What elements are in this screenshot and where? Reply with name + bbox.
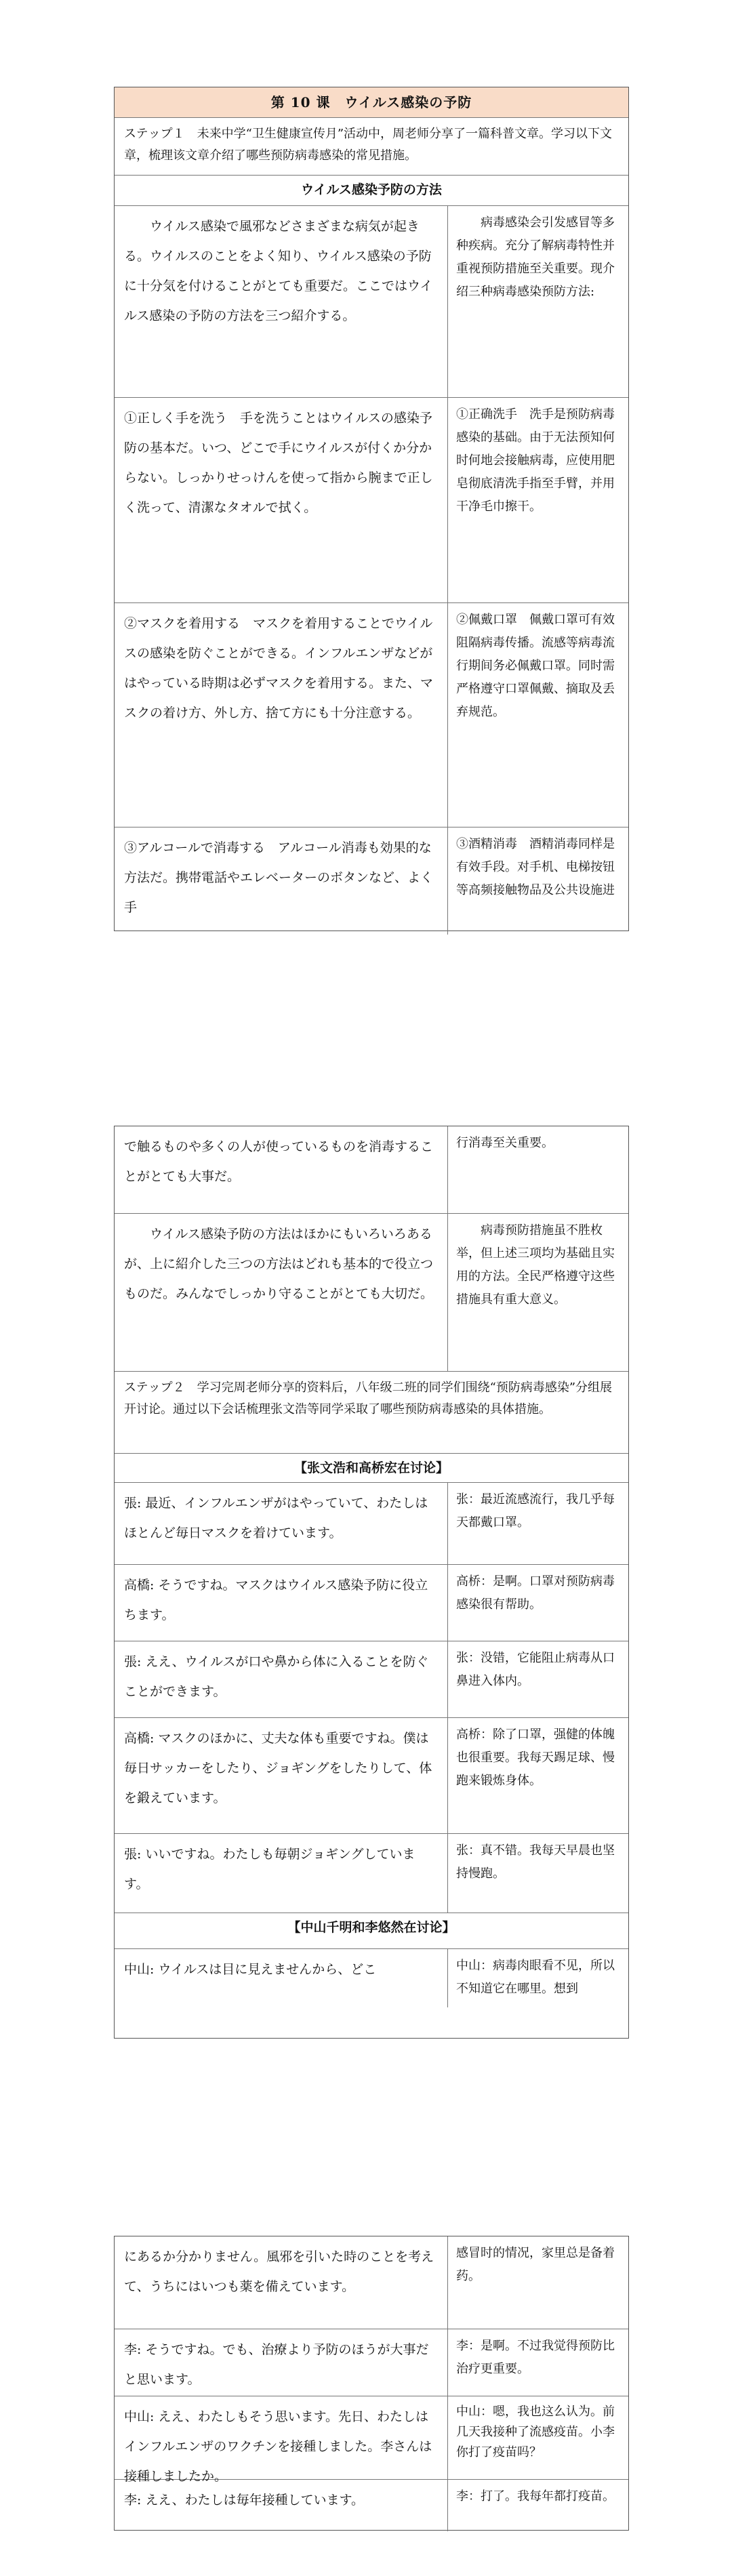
dialog-row bbox=[115, 2329, 628, 2396]
step2-row bbox=[115, 1371, 628, 1453]
dialog-cn: 高桥：是啊。口罩对预防病毒感染很有帮助。 bbox=[456, 1574, 615, 1612]
dialog-jp: 中山: ウイルスは目に見えませんから、どこ bbox=[115, 1949, 448, 2007]
dialog-jp: 李: そうですね。でも、治療より予防のほうが大事だと思います。 bbox=[115, 2329, 448, 2396]
dialog-row bbox=[115, 1564, 628, 1641]
step1-row bbox=[115, 117, 628, 175]
article-row-handwash bbox=[115, 397, 628, 602]
lesson-title: 第 10 课 ウイルス感染の予防 bbox=[115, 87, 628, 117]
dialog-cn: 张：最近流感流行，我几乎每天都戴口罩。 bbox=[456, 1492, 615, 1530]
dialog-jp: 高橋: そうですね。マスクはウイルス感染予防に役立ちます。 bbox=[115, 1565, 448, 1641]
step1-instruction: ステップ１ 未来中学“卫生健康宣传月”活动中，周老师分享了一篇科普文章。学习以下文章，梳理该文章介绍了哪些预防病毒感染的常见措施。 bbox=[124, 127, 613, 163]
article-cn-intro: 病毒感染会引发感冒等多种疾病。充分了解病毒特性并重视预防措施至关重要。现介绍三种病毒感染预防方法: bbox=[456, 216, 615, 299]
article-cn-summary: 病毒预防措施虽不胜枚举，但上述三项均为基础且实用的方法。全民严格遵守这些措施具有重大意义。 bbox=[456, 1223, 615, 1307]
dialog-row bbox=[115, 2396, 628, 2484]
dialog-jp: 中山: ええ、わたしもそう思います。先日、わたしはインフルエンザのワクチンを接種しました。李さんは接種しましたか。 bbox=[115, 2396, 448, 2479]
dialog-row bbox=[115, 2479, 628, 2531]
dialog-cn: 张：真不错。我每天早晨也坚持慢跑。 bbox=[456, 1843, 615, 1881]
page-1 bbox=[114, 87, 629, 931]
dialog-jp: 張: 最近、インフルエンザがはやっていて、わたしはほとんど毎日マスクを着けています。 bbox=[115, 1483, 448, 1564]
article-row-alcohol-cont bbox=[115, 1126, 628, 1213]
dialog-cn: 张：没错，它能阻止病毒从口鼻进入体内。 bbox=[456, 1651, 615, 1688]
step2-instruction: ステップ２ 学习完周老师分享的资料后，八年级二班的同学们围绕“预防病毒感染”分组展开讨论。通过以下会话梳理张文浩等同学采取了哪些预防病毒感染的具体措施。 bbox=[124, 1381, 613, 1416]
dialog-row bbox=[115, 1833, 628, 1913]
article-row-mask bbox=[115, 602, 628, 827]
article-jp-intro: ウイルス感染で風邪などさまざまな病気が起きる。ウイルスのことをよく知り、ウイルス感染の予防に十分気を付けることがとても重要だ。ここではウイルス感染の予防の方法を三つ紹介する。 bbox=[115, 206, 448, 397]
article-title-row bbox=[115, 175, 628, 205]
dialog-row bbox=[115, 1482, 628, 1564]
dialog-cn: 中山：病毒肉眼看不见，所以不知道它在哪里。想到 bbox=[456, 1959, 615, 1996]
page-3 bbox=[114, 2236, 629, 2531]
article-cn-handwash: ①正确洗手 洗手是预防病毒感染的基础。由于无法预知何时何地会接触病毒，应使用肥皂彻底清洗手指至手臂，并用干净毛巾擦干。 bbox=[456, 407, 615, 514]
group1-title-row bbox=[115, 1453, 628, 1482]
page-2 bbox=[114, 1126, 629, 2039]
dialog-cn: 李：打了。我每年都打疫苗。 bbox=[456, 2489, 615, 2503]
group2-title: 【中山千明和李悠然在讨论】 bbox=[287, 1920, 455, 1935]
article-row-intro bbox=[115, 205, 628, 397]
article-row-alcohol bbox=[115, 827, 628, 935]
dialog-jp: 張: いいですね。わたしも毎朝ジョギングしています。 bbox=[115, 1834, 448, 1913]
article-cn-alcohol: ③酒精消毒 酒精消毒同样是有效手段。对手机、电梯按钮等高频接触物品及公共设施进 bbox=[456, 837, 615, 897]
dialog-row bbox=[115, 1641, 628, 1717]
article-jp-handwash: ①正しく手を洗う 手を洗うことはウイルスの感染予防の基本だ。いつ、どこで手にウイルスが付くか分からない。しっかりせっけんを使って指から腕まで正しく洗って、清潔なタオルで拭く。 bbox=[115, 398, 448, 602]
lesson-header-row bbox=[115, 87, 628, 117]
dialog-cn: 感冒时的情况，家里总是备着药。 bbox=[456, 2246, 615, 2283]
article-title: ウイルス感染予防の方法 bbox=[301, 182, 442, 197]
article-jp-summary: ウイルス感染予防の方法はほかにもいろいろあるが、上に紹介した三つの方法はどれも基本的で役立つものだ。みんなでしっかり守ることがとても大切だ。 bbox=[115, 1214, 448, 1371]
article-row-summary bbox=[115, 1213, 628, 1371]
article-jp-mask: ②マスクを着用する マスクを着用することでウイルスの感染を防ぐことができる。インフルエンザなどがはやっている時期は必ずマスクを着用する。また、マスクの着け方、外し方、捨て方にも十分注意する。 bbox=[115, 603, 448, 827]
article-cn-alcohol-cont: 行消毒至关重要。 bbox=[456, 1136, 554, 1150]
dialog-jp: 張: ええ、ウイルスが口や鼻から体に入ることを防ぐことができます。 bbox=[115, 1641, 448, 1717]
dialog-jp: 李: ええ、わたしは毎年接種しています。 bbox=[115, 2480, 448, 2531]
dialog-row bbox=[115, 1948, 628, 2007]
article-cn-mask: ②佩戴口罩 佩戴口罩可有效阻隔病毒传播。流感等病毒流行期间务必佩戴口罩。同时需严格遵守口罩佩戴、摘取及丢弃规范。 bbox=[456, 613, 615, 719]
dialog-cn: 中山：嗯，我也这么认为。前几天我接种了流感疫苗。小李你打了疫苗吗？ bbox=[456, 2405, 615, 2459]
dialog-jp: 高橋: マスクのほかに、丈夫な体も重要ですね。僕は毎日サッカーをしたり、ジョギングをしたりして、体を鍛えています。 bbox=[115, 1718, 448, 1833]
article-jp-alcohol-cont: で触るものや多くの人が使っているものを消毒することがとても大事だ。 bbox=[115, 1126, 448, 1213]
dialog-jp: にあるか分かりません。風邪を引いた時のことを考えて、うちにはいつも薬を備えています。 bbox=[115, 2236, 448, 2329]
dialog-row bbox=[115, 1717, 628, 1833]
dialog-row bbox=[115, 2236, 628, 2329]
dialog-cn: 李：是啊。不过我觉得预防比治疗更重要。 bbox=[456, 2339, 615, 2376]
dialog-cn: 高桥：除了口罩，强健的体魄也很重要。我每天踢足球、慢跑来锻炼身体。 bbox=[456, 1727, 615, 1788]
group1-title: 【张文浩和高桥宏在讨论】 bbox=[293, 1460, 449, 1475]
article-jp-alcohol: ③アルコールで消毒する アルコール消毒も効果的な方法だ。携帯電話やエレベーターのボタンなど、よく手 bbox=[115, 827, 448, 935]
group2-title-row bbox=[115, 1913, 628, 1948]
